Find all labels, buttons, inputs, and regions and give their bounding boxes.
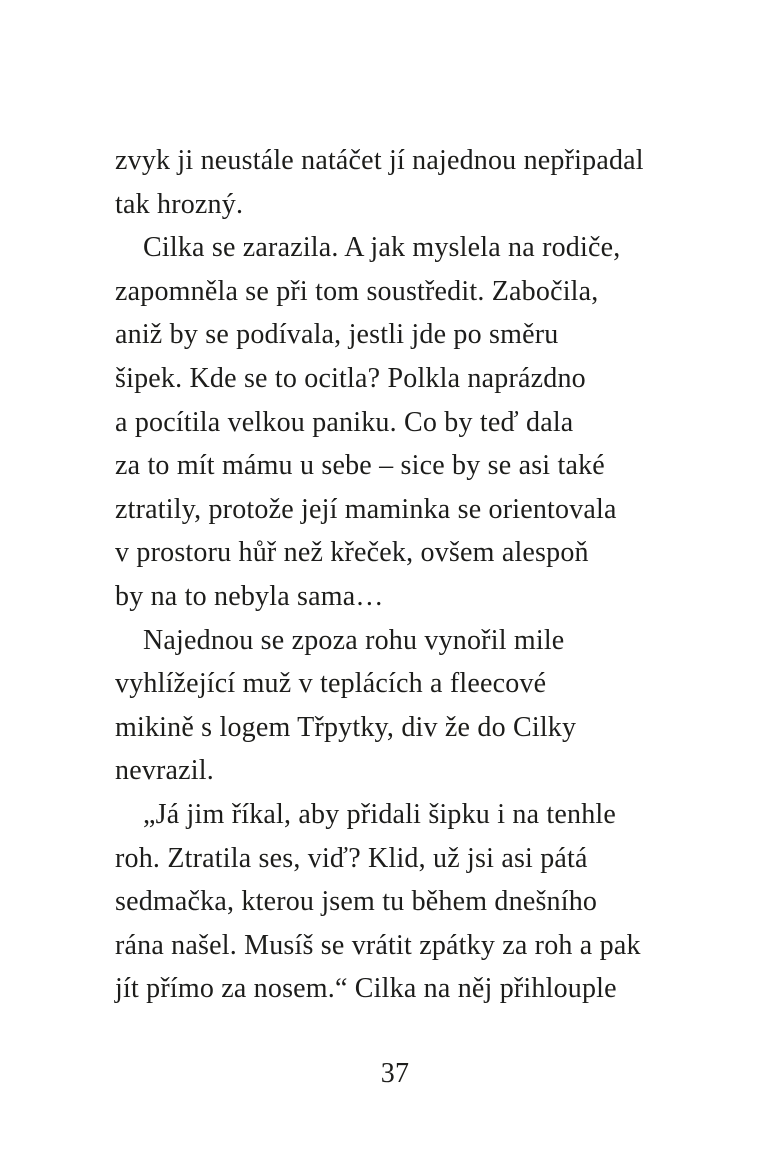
page-text (115, 139, 675, 1011)
text-line: „Já jim říkal, aby přidali šipku i na tenhle (143, 798, 617, 830)
text-line: v prostoru hůř než křeček, ovšem alespoň (115, 537, 589, 569)
page-number: 37 (380, 1058, 410, 1089)
text-line: tak hrozný. (115, 188, 244, 220)
text-line: roh. Ztratila ses, viď? Klid, už jsi asi pátá (115, 842, 588, 874)
text-line: šipek. Kde se to ocitla? Polkla naprázdno (115, 362, 586, 394)
text-line: za to mít mámu u sebe – sice by se asi také (115, 450, 605, 482)
text-line: ztratily, protože její maminka se orientovala (115, 493, 617, 525)
text-line: aniž by se podívala, jestli jde po směru (115, 319, 559, 351)
text-line: nevrazil. (115, 755, 214, 787)
text-line: Najednou se zpoza rohu vynořil mile (143, 624, 565, 656)
text-line: zapomněla se při tom soustředit. Zabočila, (115, 275, 599, 307)
text-line: sedmačka, kterou jsem tu během dnešního (115, 886, 598, 918)
text-line: zvyk ji neustále natáčet jí najednou nepřipadal (115, 145, 644, 176)
text-line: a pocítila velkou paniku. Co by teď dala (115, 406, 574, 438)
text-line: Cilka se zarazila. A jak myslela na rodiče, (143, 232, 621, 264)
text-line: jít přímo za nosem.“ Cilka na něj přihlouple (115, 973, 617, 1005)
text-line: rána našel. Musíš se vrátit zpátky za roh a pak (115, 929, 641, 961)
text-line: mikině s logem Třpytky, div že do Cilky (115, 711, 577, 743)
text-line: vyhlížející muž v teplácích a fleecové (115, 668, 547, 700)
text-line: by na to nebyla sama… (115, 580, 384, 612)
